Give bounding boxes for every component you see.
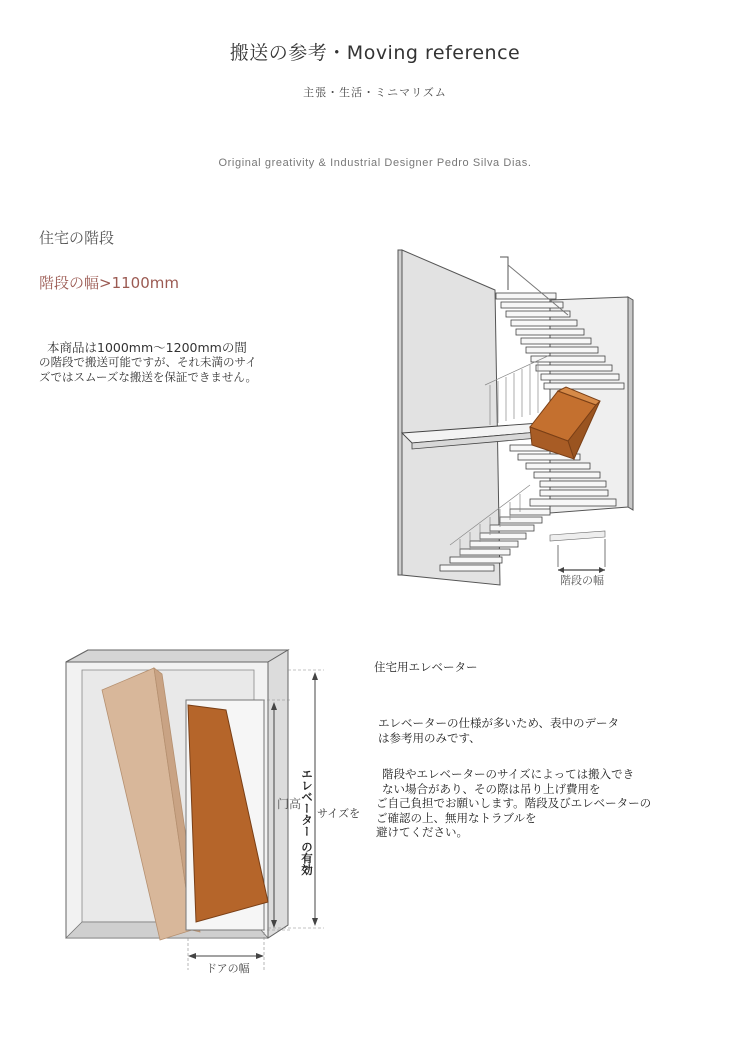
elevator-caution-line: ご自己負担でお願いします。階段及びエレベーターの <box>376 796 652 810</box>
size-label: サイズを <box>317 807 361 820</box>
elevator-caution-line: ない場合があり、その際は吊り上げ費用を <box>382 781 601 796</box>
elevator-note-line: エレベーターの仕様が多いため、表中のデータ <box>378 716 620 730</box>
elevator-heading: 住宅用エレベーター <box>374 660 478 674</box>
elevator-note <box>378 716 678 746</box>
staircase-illustration <box>390 245 640 590</box>
designer-credit: Original greativity & Industrial Designer Pedro Silva Dias. <box>218 157 532 169</box>
stair-width-label: 階段の幅 <box>560 574 604 587</box>
elevator-caution-line: ご確認の上、無用なトラブルを <box>376 810 537 825</box>
effective-size-label: エレベーター の有効 <box>300 768 314 876</box>
stairs-width-requirement: 階段の幅>1100mm <box>39 274 179 292</box>
stairs-description-line: ズではスムーズな搬送を保証できません。 <box>39 370 258 384</box>
door-width-label: ドアの幅 <box>206 962 250 975</box>
page-subtitle: 主張・生活・ミニマリズム <box>303 86 447 99</box>
stairs-description <box>39 340 289 385</box>
stairs-description-line: の階段で搬送可能ですが、それ未満のサイ <box>39 355 257 369</box>
elevator-caution-line: 階段やエレベーターのサイズによっては搬入でき <box>382 767 635 781</box>
elevator-note-line: は参考用のみです、 <box>378 731 481 745</box>
elevator-caution <box>376 767 676 840</box>
stairs-description-line: 本商品は1000mm〜1200mmの間 <box>47 340 247 355</box>
elevator-illustration <box>62 640 362 980</box>
stairs-heading: 住宅の階段 <box>39 229 115 247</box>
page-title: 搬送の参考・Moving reference <box>229 42 521 64</box>
door-height-label: 门高 <box>277 797 302 811</box>
elevator-caution-line: 避けてください。 <box>376 825 468 839</box>
